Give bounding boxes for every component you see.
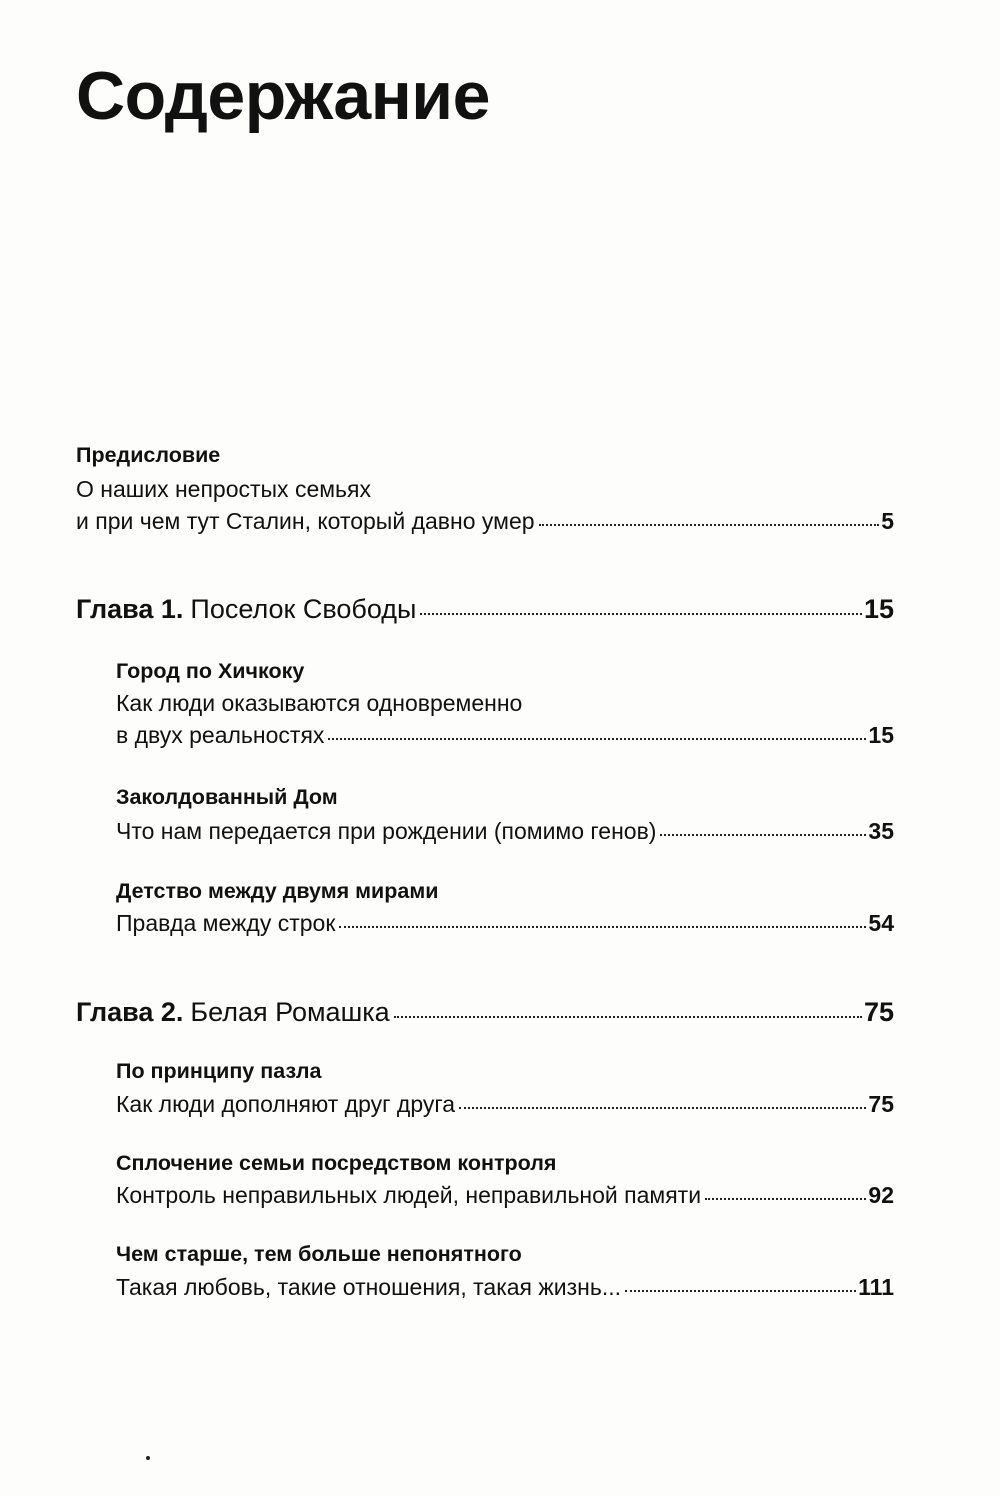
dot-leader (420, 613, 861, 615)
toc-entry-preface[interactable]: и при чем тут Сталин, который давно умер 5 (76, 508, 894, 534)
print-speck (146, 1456, 150, 1460)
section-heading: Детство между двумя мирами (116, 879, 439, 903)
toc-entry-section-2-2[interactable]: Контроль неправильных людей, неправильной памяти 92 (116, 1182, 894, 1208)
section-heading: Сплочение семьи посредством контроля (116, 1151, 557, 1175)
chapter-title: Поселок Свободы (190, 594, 417, 624)
page-number: 75 (863, 997, 894, 1027)
section-line-1: Как люди оказываются одновременно (116, 690, 523, 716)
preface-heading: Предисловие (76, 443, 221, 467)
toc-entry-chapter-2[interactable] (76, 995, 894, 1029)
dot-leader (339, 926, 866, 928)
dot-leader (625, 1290, 856, 1292)
page-number: 54 (868, 910, 894, 936)
page-title: Содержание (76, 58, 490, 134)
toc-entry-section-2-1[interactable]: Как люди дополняют друг друга 75 (116, 1091, 894, 1117)
page-number: 15 (868, 722, 894, 748)
toc-entry-chapter-1[interactable] (76, 592, 894, 626)
page-number: 35 (868, 818, 894, 844)
dot-leader (328, 738, 866, 740)
dot-leader (459, 1107, 866, 1109)
section-heading: Город по Хичкоку (116, 659, 305, 683)
page-number: 15 (863, 594, 894, 624)
section-heading: По принципу пазла (116, 1059, 322, 1083)
dot-leader (539, 524, 880, 526)
page-number: 92 (868, 1182, 894, 1208)
toc-entry-section-1-2[interactable]: Что нам передается при рождении (помимо генов) 35 (116, 818, 894, 844)
page-number: 75 (868, 1091, 894, 1117)
dot-leader (705, 1198, 866, 1200)
section-heading: Чем старше, тем больше непонятного (116, 1242, 522, 1266)
page-number: 111 (858, 1274, 894, 1300)
dot-leader (660, 834, 866, 836)
dot-leader (394, 1016, 862, 1018)
section-heading: Заколдованный Дом (116, 785, 338, 809)
chapter-label: Глава 2. (76, 997, 184, 1027)
page-number: 5 (881, 508, 894, 534)
toc-entry-section-2-3[interactable]: Такая любовь, такие отношения, такая жизнь... 111 (116, 1274, 894, 1300)
preface-line-1: О наших непростых семьях (76, 476, 371, 502)
chapter-title: Белая Ромашка (190, 997, 390, 1027)
toc-entry-section-1-1[interactable]: в двух реальностях 15 (116, 722, 894, 748)
chapter-label: Глава 1. (76, 594, 184, 624)
toc-entry-section-1-3[interactable]: Правда между строк 54 (116, 910, 894, 936)
